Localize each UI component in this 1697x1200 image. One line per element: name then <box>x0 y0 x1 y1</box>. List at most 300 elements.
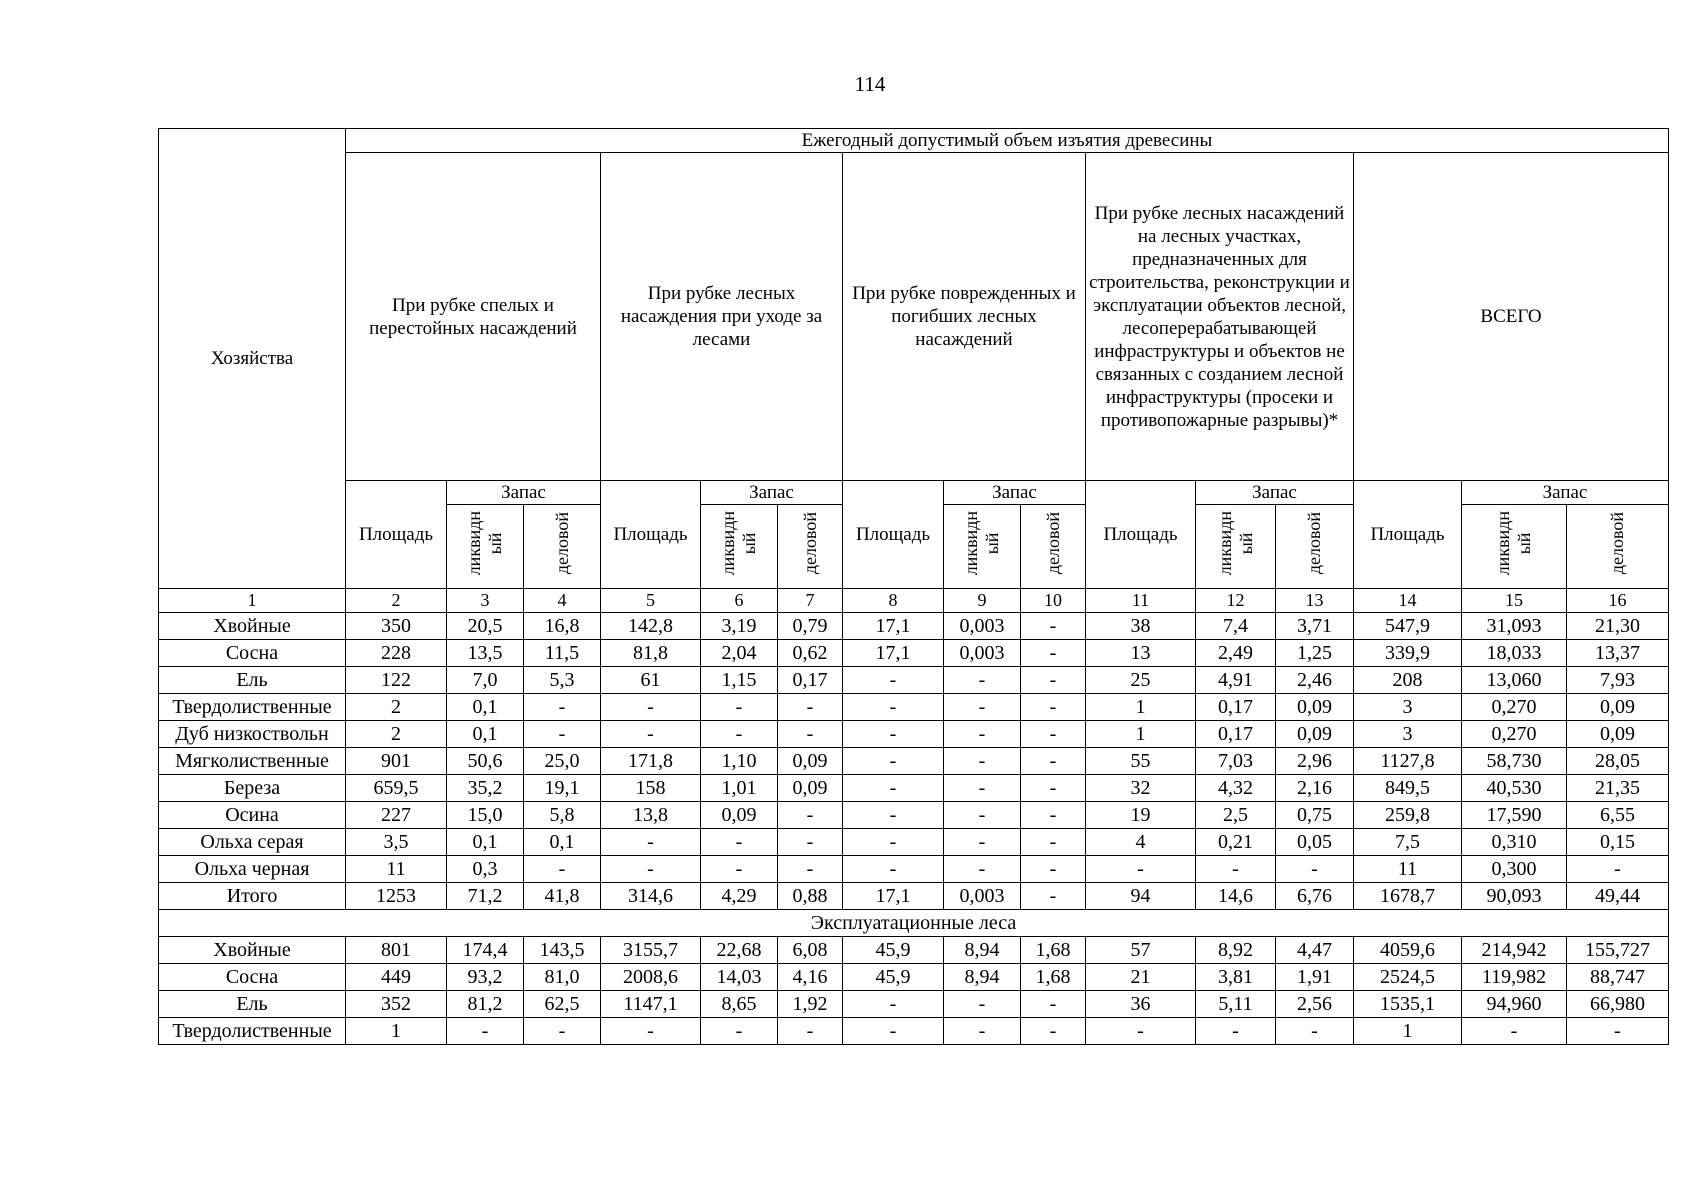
table-cell: 2 <box>346 721 447 748</box>
table-cell: - <box>447 1018 524 1045</box>
row-label: Ольха серая <box>159 829 346 856</box>
table-cell: 122 <box>346 667 447 694</box>
table-cell: - <box>843 748 944 775</box>
header-annual-volume: Ежегодный допустимый объем изъятия древесины <box>346 129 1669 153</box>
header-group-total: ВСЕГО <box>1354 153 1669 481</box>
timber-harvest-table <box>158 128 1669 1045</box>
table-cell: 20,5 <box>447 613 524 640</box>
table-cell: 6,76 <box>1276 883 1354 910</box>
table-cell: 0,1 <box>524 829 601 856</box>
table-cell: 1,68 <box>1021 937 1086 964</box>
header-stock-5: Запас <box>1462 481 1669 505</box>
header-farms: Хозяйства <box>159 129 346 589</box>
table-cell: - <box>1021 640 1086 667</box>
table-cell: - <box>843 775 944 802</box>
table-cell: 45,9 <box>843 964 944 991</box>
table-cell: - <box>944 721 1021 748</box>
table-cell: 2524,5 <box>1354 964 1462 991</box>
table-cell: 0,88 <box>778 883 843 910</box>
table-cell: 7,03 <box>1196 748 1276 775</box>
table-cell: - <box>701 721 778 748</box>
table-cell: 16,8 <box>524 613 601 640</box>
table-cell: 1,68 <box>1021 964 1086 991</box>
header-stock-3: Запас <box>944 481 1086 505</box>
table-cell: 35,2 <box>447 775 524 802</box>
header-area-3: Площадь <box>843 481 944 589</box>
table-cell: 208 <box>1354 667 1462 694</box>
table-cell: 0,09 <box>1567 721 1669 748</box>
table-row <box>159 829 1669 856</box>
table-cell: 2008,6 <box>601 964 701 991</box>
table-cell: 1678,7 <box>1354 883 1462 910</box>
section-title: Эксплуатационные леса <box>159 910 1669 937</box>
table-cell: 81,2 <box>447 991 524 1018</box>
header-business-label: деловой <box>1304 512 1324 575</box>
row-label: Твердолиственные <box>159 1018 346 1045</box>
column-number: 14 <box>1354 589 1462 613</box>
table-row <box>159 1018 1669 1045</box>
table-cell: - <box>1567 1018 1669 1045</box>
table-cell: 339,9 <box>1354 640 1462 667</box>
table-cell: 55 <box>1086 748 1196 775</box>
table-cell: 58,730 <box>1462 748 1567 775</box>
header-group-mature: При рубке спелых и перестойных насаждений <box>346 153 601 481</box>
table-cell: - <box>778 721 843 748</box>
table-row <box>159 883 1669 910</box>
header-liquid-4 <box>1196 505 1276 589</box>
table-cell: - <box>843 829 944 856</box>
row-label: Осина <box>159 802 346 829</box>
table-cell: 2,46 <box>1276 667 1354 694</box>
table-cell: 4059,6 <box>1354 937 1462 964</box>
table-cell: 1,01 <box>701 775 778 802</box>
row-label: Мягколиственные <box>159 748 346 775</box>
header-group-damaged: При рубке поврежденных и погибших лесных насаждений <box>843 153 1086 481</box>
table-cell: 40,530 <box>1462 775 1567 802</box>
table-cell: 3,5 <box>346 829 447 856</box>
table-cell: 88,747 <box>1567 964 1669 991</box>
table-cell: 19 <box>1086 802 1196 829</box>
table-row <box>159 640 1669 667</box>
table-cell: 0,17 <box>778 667 843 694</box>
table-cell: 6,08 <box>778 937 843 964</box>
table-cell: 14,03 <box>701 964 778 991</box>
table-cell: 901 <box>346 748 447 775</box>
table-cell: - <box>778 856 843 883</box>
header-liquid-label: ликвидн ый <box>1493 511 1534 576</box>
table-cell: 0,003 <box>944 883 1021 910</box>
header-liquid-3 <box>944 505 1021 589</box>
table-cell: 119,982 <box>1462 964 1567 991</box>
header-area-5: Площадь <box>1354 481 1462 589</box>
table-cell: 93,2 <box>447 964 524 991</box>
table-cell: 15,0 <box>447 802 524 829</box>
header-group-care: При рубке лесных насаждения при уходе за лесами <box>601 153 843 481</box>
table-cell: 259,8 <box>1354 802 1462 829</box>
table-cell: 0,270 <box>1462 694 1567 721</box>
table-cell: - <box>944 856 1021 883</box>
table-cell: 1 <box>1354 1018 1462 1045</box>
table-cell: 17,1 <box>843 640 944 667</box>
table-cell: 0,79 <box>778 613 843 640</box>
table-cell: - <box>1021 1018 1086 1045</box>
header-business-label: деловой <box>1607 512 1627 575</box>
header-liquid-5 <box>1462 505 1567 589</box>
table-cell: 8,65 <box>701 991 778 1018</box>
header-business-1 <box>524 505 601 589</box>
header-business-label: деловой <box>799 512 820 575</box>
table-cell: 21,35 <box>1567 775 1669 802</box>
table-cell: - <box>1086 1018 1196 1045</box>
column-number: 9 <box>944 589 1021 613</box>
table-cell: - <box>1021 721 1086 748</box>
column-number: 1 <box>159 589 346 613</box>
table-row <box>159 802 1669 829</box>
row-label: Ольха черная <box>159 856 346 883</box>
table-cell: - <box>1021 883 1086 910</box>
table-cell: 0,75 <box>1276 802 1354 829</box>
table-cell: 5,3 <box>524 667 601 694</box>
table-cell: - <box>778 802 843 829</box>
table-cell: 41,8 <box>524 883 601 910</box>
table-cell: 0,17 <box>1196 721 1276 748</box>
header-business-5 <box>1567 505 1669 589</box>
column-number: 8 <box>843 589 944 613</box>
table-cell: 1535,1 <box>1354 991 1462 1018</box>
table-cell: 25 <box>1086 667 1196 694</box>
table-cell: 3,81 <box>1196 964 1276 991</box>
table-cell: 3 <box>1354 694 1462 721</box>
table-cell: 19,1 <box>524 775 601 802</box>
table-row <box>159 964 1669 991</box>
row-label: Ель <box>159 991 346 1018</box>
table-cell: 1,92 <box>778 991 843 1018</box>
table-cell: 143,5 <box>524 937 601 964</box>
table-cell: 7,0 <box>447 667 524 694</box>
header-business-label: деловой <box>1042 512 1063 575</box>
table-row <box>159 721 1669 748</box>
table-cell: 31,093 <box>1462 613 1567 640</box>
column-number: 10 <box>1021 589 1086 613</box>
table-cell: 0,1 <box>447 694 524 721</box>
table-cell: 350 <box>346 613 447 640</box>
table-cell: 1 <box>1086 694 1196 721</box>
table-cell: 0,003 <box>944 613 1021 640</box>
table-cell: 0,1 <box>447 721 524 748</box>
table-cell: 2 <box>346 694 447 721</box>
table-cell: 4,32 <box>1196 775 1276 802</box>
table-cell: 49,44 <box>1567 883 1669 910</box>
table-cell: - <box>843 694 944 721</box>
table-cell: 314,6 <box>601 883 701 910</box>
table-cell: 18,033 <box>1462 640 1567 667</box>
column-number: 7 <box>778 589 843 613</box>
table-cell: 2,96 <box>1276 748 1354 775</box>
column-number: 16 <box>1567 589 1669 613</box>
table-cell: 13,37 <box>1567 640 1669 667</box>
table-cell: 142,8 <box>601 613 701 640</box>
table-cell: 5,8 <box>524 802 601 829</box>
table-cell: 57 <box>1086 937 1196 964</box>
table-cell: 90,093 <box>1462 883 1567 910</box>
column-number: 12 <box>1196 589 1276 613</box>
table-cell: 3,19 <box>701 613 778 640</box>
table-cell: - <box>1021 613 1086 640</box>
table-row <box>159 937 1669 964</box>
table-cell: - <box>1021 829 1086 856</box>
section-title-row <box>159 910 1669 937</box>
table-cell: - <box>778 1018 843 1045</box>
column-number: 3 <box>447 589 524 613</box>
column-number: 15 <box>1462 589 1567 613</box>
header-liquid-label: ликвидн ый <box>718 511 759 576</box>
table-cell: 1,91 <box>1276 964 1354 991</box>
header-area-2: Площадь <box>601 481 701 589</box>
table-cell: 17,1 <box>843 883 944 910</box>
table-cell: 11 <box>346 856 447 883</box>
table-cell: 8,92 <box>1196 937 1276 964</box>
table-cell: - <box>1276 1018 1354 1045</box>
table-cell: 227 <box>346 802 447 829</box>
table-cell: 94 <box>1086 883 1196 910</box>
header-stock-4: Запас <box>1196 481 1354 505</box>
table-cell: 155,727 <box>1567 937 1669 964</box>
column-number: 13 <box>1276 589 1354 613</box>
table-cell: 158 <box>601 775 701 802</box>
table-cell: - <box>1021 775 1086 802</box>
table-cell: - <box>1462 1018 1567 1045</box>
table-cell: - <box>601 829 701 856</box>
table-cell: 7,5 <box>1354 829 1462 856</box>
table-cell: 28,05 <box>1567 748 1669 775</box>
table-cell: 8,94 <box>944 964 1021 991</box>
table-cell: 0,15 <box>1567 829 1669 856</box>
table-cell: 0,300 <box>1462 856 1567 883</box>
table-cell: 38 <box>1086 613 1196 640</box>
table-cell: - <box>944 991 1021 1018</box>
table-row <box>159 748 1669 775</box>
table-cell: 61 <box>601 667 701 694</box>
table-cell: - <box>778 829 843 856</box>
header-liquid-label: ликвидн ый <box>464 511 505 576</box>
table-cell: - <box>1567 856 1669 883</box>
table-cell: - <box>843 1018 944 1045</box>
table-cell: 2,56 <box>1276 991 1354 1018</box>
table-cell: 0,05 <box>1276 829 1354 856</box>
table-cell: - <box>843 802 944 829</box>
table-cell: 66,980 <box>1567 991 1669 1018</box>
table-cell: - <box>944 694 1021 721</box>
table-cell: - <box>701 694 778 721</box>
table-cell: 62,5 <box>524 991 601 1018</box>
table-cell: 7,93 <box>1567 667 1669 694</box>
table-row <box>159 667 1669 694</box>
header-liquid-label: ликвидн ый <box>961 511 1002 576</box>
table-cell: 50,6 <box>447 748 524 775</box>
header-business-4 <box>1276 505 1354 589</box>
row-label: Сосна <box>159 964 346 991</box>
table-cell: - <box>944 667 1021 694</box>
table-cell: - <box>1021 694 1086 721</box>
table-cell: 45,9 <box>843 937 944 964</box>
table-cell: 547,9 <box>1354 613 1462 640</box>
table-cell: 21,30 <box>1567 613 1669 640</box>
table-row <box>159 856 1669 883</box>
table-cell: 0,1 <box>447 829 524 856</box>
column-number-row <box>159 589 1669 613</box>
table-cell: 14,6 <box>1196 883 1276 910</box>
table-cell: 0,62 <box>778 640 843 667</box>
header-group-construction: При рубке лесных насаждений на лесных участках, предназначенных для строительства, реконструкции и эксплуатации объектов лесной, лесоперерабатывающей инфраструктуры и объектов не связанных с созданием лесной инфраструктуры (просеки и противопожарные разрывы)* <box>1086 153 1354 481</box>
table-cell: - <box>1086 856 1196 883</box>
table-cell: - <box>843 856 944 883</box>
column-number: 11 <box>1086 589 1196 613</box>
table-cell: - <box>1021 802 1086 829</box>
table-cell: 0,09 <box>1276 694 1354 721</box>
table-cell: 1147,1 <box>601 991 701 1018</box>
table-cell: 1 <box>1086 721 1196 748</box>
table-cell: 449 <box>346 964 447 991</box>
table-cell: 0,17 <box>1196 694 1276 721</box>
table-cell: 6,55 <box>1567 802 1669 829</box>
column-number: 2 <box>346 589 447 613</box>
table-cell: 3,71 <box>1276 613 1354 640</box>
table-cell: - <box>524 856 601 883</box>
row-label: Береза <box>159 775 346 802</box>
table-cell: 1,10 <box>701 748 778 775</box>
row-label: Сосна <box>159 640 346 667</box>
header-business-label: деловой <box>551 512 572 575</box>
table-cell: 13 <box>1086 640 1196 667</box>
header-stock-1: Запас <box>447 481 601 505</box>
table-cell: 0,21 <box>1196 829 1276 856</box>
table-cell: 4,16 <box>778 964 843 991</box>
table-cell: 2,5 <box>1196 802 1276 829</box>
row-label: Хвойные <box>159 613 346 640</box>
header-business-2 <box>778 505 843 589</box>
table-cell: 0,09 <box>701 802 778 829</box>
table-cell: 13,8 <box>601 802 701 829</box>
header-area-4: Площадь <box>1086 481 1196 589</box>
table-cell: - <box>701 1018 778 1045</box>
column-number: 6 <box>701 589 778 613</box>
table-cell: 81,8 <box>601 640 701 667</box>
table-cell: 0,3 <box>447 856 524 883</box>
table-cell: - <box>944 829 1021 856</box>
table-row <box>159 694 1669 721</box>
table-cell: 25,0 <box>524 748 601 775</box>
table-cell: 1127,8 <box>1354 748 1462 775</box>
table-cell: 214,942 <box>1462 937 1567 964</box>
table-cell: 22,68 <box>701 937 778 964</box>
table-cell: 11 <box>1354 856 1462 883</box>
table-cell: - <box>1276 856 1354 883</box>
table-cell: 659,5 <box>346 775 447 802</box>
table-cell: 3 <box>1354 721 1462 748</box>
table-cell: 32 <box>1086 775 1196 802</box>
table-cell: 0,09 <box>778 748 843 775</box>
header-liquid-1 <box>447 505 524 589</box>
table-cell: - <box>778 694 843 721</box>
table-cell: - <box>1196 856 1276 883</box>
table-cell: 13,5 <box>447 640 524 667</box>
table-cell: 801 <box>346 937 447 964</box>
table-cell: 0,09 <box>1276 721 1354 748</box>
table-cell: - <box>524 1018 601 1045</box>
table-cell: - <box>944 802 1021 829</box>
table-cell: 1,25 <box>1276 640 1354 667</box>
table-cell: 5,11 <box>1196 991 1276 1018</box>
header-liquid-label: ликвидн ый <box>1214 511 1256 576</box>
table-cell: - <box>601 856 701 883</box>
table-cell: 849,5 <box>1354 775 1462 802</box>
table-cell: - <box>601 721 701 748</box>
table-cell: 228 <box>346 640 447 667</box>
table-cell: - <box>524 694 601 721</box>
table-cell: - <box>524 721 601 748</box>
table-cell: 4,29 <box>701 883 778 910</box>
table-row <box>159 991 1669 1018</box>
row-label: Хвойные <box>159 937 346 964</box>
table-cell: 1 <box>346 1018 447 1045</box>
table-cell: 4,47 <box>1276 937 1354 964</box>
table-cell: 0,310 <box>1462 829 1567 856</box>
column-number: 5 <box>601 589 701 613</box>
table-cell: 81,0 <box>524 964 601 991</box>
row-label: Итого <box>159 883 346 910</box>
table-row <box>159 613 1669 640</box>
page-number: 114 <box>854 72 886 96</box>
table-cell: - <box>601 1018 701 1045</box>
header-business-3 <box>1021 505 1086 589</box>
table-cell: - <box>1021 748 1086 775</box>
table-cell: 1253 <box>346 883 447 910</box>
row-label: Ель <box>159 667 346 694</box>
table-cell: - <box>1196 1018 1276 1045</box>
table-row <box>159 775 1669 802</box>
table-cell: 2,04 <box>701 640 778 667</box>
table-cell: 171,8 <box>601 748 701 775</box>
table-cell: 1,15 <box>701 667 778 694</box>
table-cell: - <box>1021 856 1086 883</box>
table-cell: - <box>1021 991 1086 1018</box>
table-cell: - <box>944 1018 1021 1045</box>
table-cell: 13,060 <box>1462 667 1567 694</box>
table-cell: 21 <box>1086 964 1196 991</box>
header-liquid-2 <box>701 505 778 589</box>
table-cell: - <box>601 694 701 721</box>
table-cell: 0,270 <box>1462 721 1567 748</box>
column-number: 4 <box>524 589 601 613</box>
table-cell: 352 <box>346 991 447 1018</box>
table-cell: 2,16 <box>1276 775 1354 802</box>
table-cell: - <box>701 856 778 883</box>
table-cell: 4 <box>1086 829 1196 856</box>
table-cell: 4,91 <box>1196 667 1276 694</box>
table-cell: 94,960 <box>1462 991 1567 1018</box>
table-cell: - <box>843 991 944 1018</box>
row-label: Твердолиственные <box>159 694 346 721</box>
table-cell: 36 <box>1086 991 1196 1018</box>
table-cell: 11,5 <box>524 640 601 667</box>
table-cell: - <box>843 721 944 748</box>
table-cell: - <box>944 748 1021 775</box>
table-cell: - <box>944 775 1021 802</box>
header-area-1: Площадь <box>346 481 447 589</box>
table-cell: 0,09 <box>778 775 843 802</box>
table-cell: 17,1 <box>843 613 944 640</box>
table-cell: 3155,7 <box>601 937 701 964</box>
